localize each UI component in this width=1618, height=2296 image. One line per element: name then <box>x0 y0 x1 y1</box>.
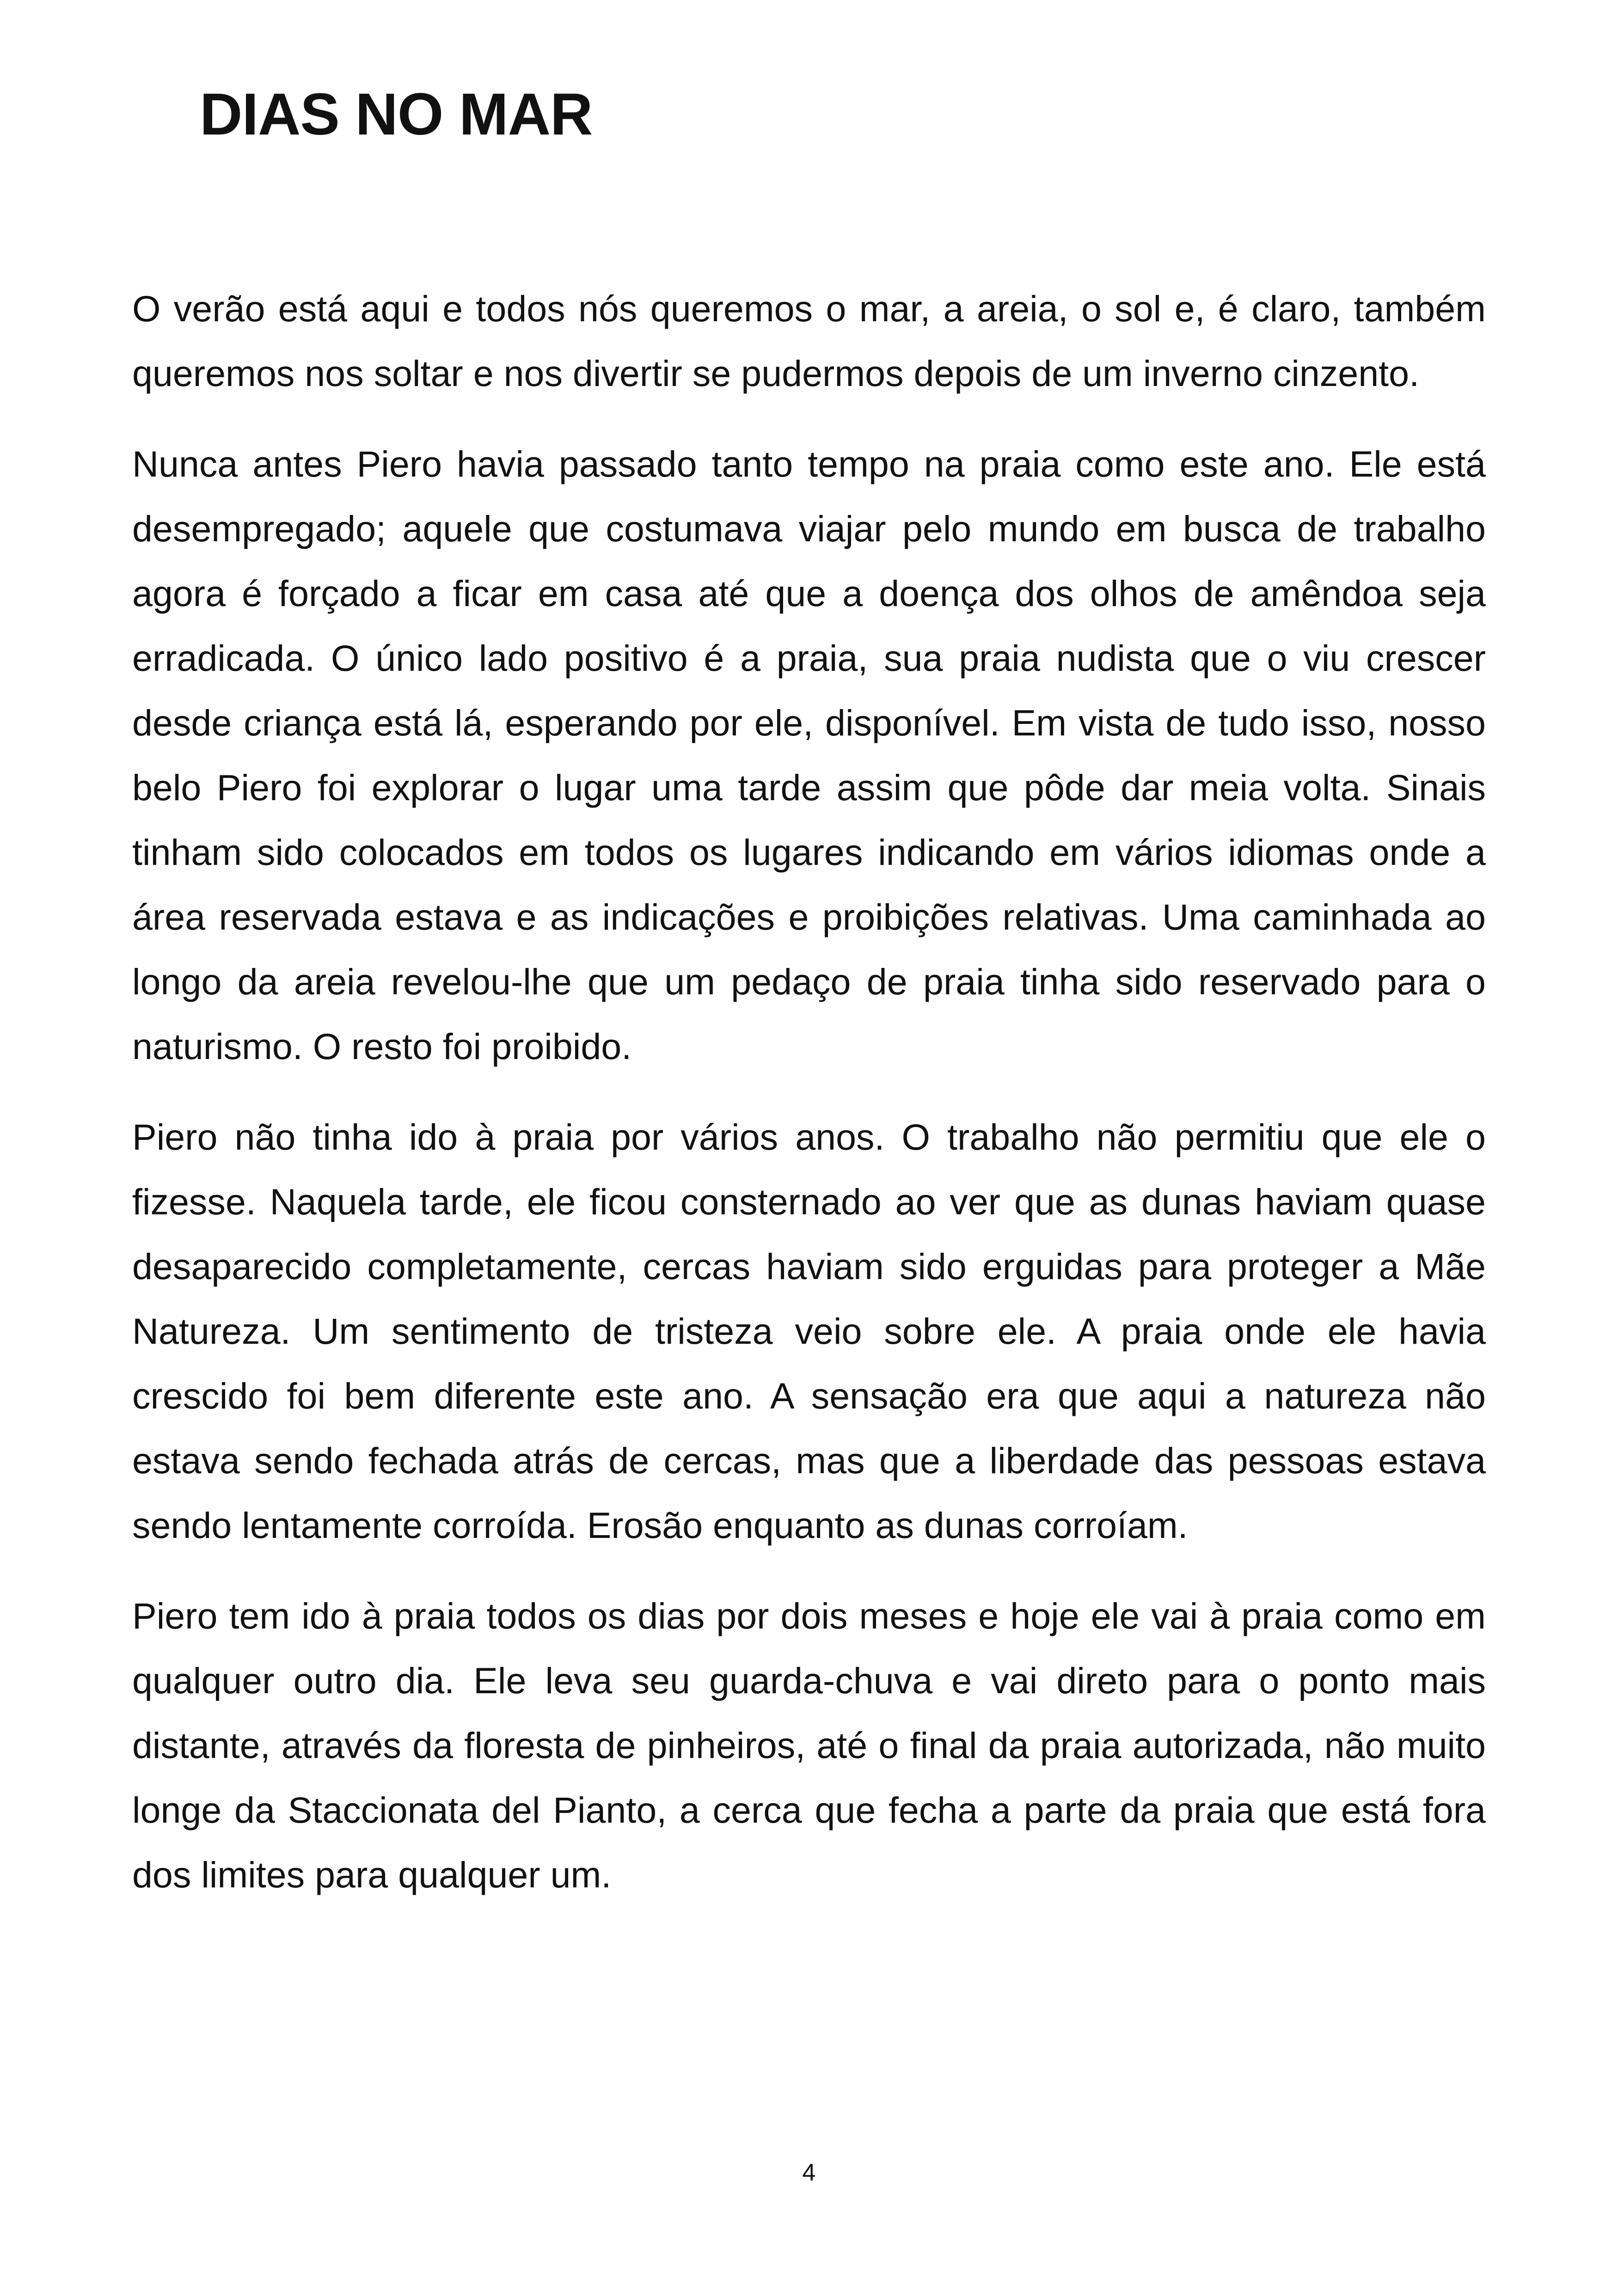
body-text <box>132 276 1486 1933</box>
paragraph: Piero não tinha ido à praia por vários anos. O trabalho não permitiu que ele o fizesse. Naquela tarde, ele ficou consternado ao ver que as dunas haviam quase desaparecido completamente, cercas haviam sido erguidas para proteger a Mãe Natureza. Um sentimento de tristeza veio sobre ele. A praia onde ele havia crescido foi bem diferente este ano. A sensação era que aqui a natureza não estava sendo fechada atrás de cercas, mas que a liberdade das pessoas estava sendo lentamente corroída. Erosão enquanto as dunas corroíam. <box>132 1116 1486 1546</box>
paragraph: Nunca antes Piero havia passado tanto tempo na praia como este ano. Ele está desempregado; aquele que costumava viajar pelo mundo em busca de trabalho agora é forçado a ficar em casa até que a doença dos olhos de amêndoa seja erradicada. O único lado positivo é a praia, sua praia nudista que o viu crescer desde criança está lá, esperando por ele, disponível. Em vista de tudo isso, nosso belo Piero foi explorar o lugar uma tarde assim que pôde dar meia volta. Sinais tinham sido colocados em todos os lugares indicando em vários idiomas onde a área reservada estava e as indicações e proibições relativas. Uma caminhada ao longo da areia revelou-lhe que um pedaço de praia tinha sido reservado para o naturismo. O resto foi proibido. <box>132 443 1486 1067</box>
page-number: 4 <box>802 2159 816 2186</box>
chapter-title: DIAS NO MAR <box>200 81 593 147</box>
paragraph: Piero tem ido à praia todos os dias por dois meses e hoje ele vai à praia como em qualquer outro dia. Ele leva seu guarda-chuva e vai direto para o ponto mais distante, através da floresta de pinheiros, até o final da praia autorizada, não muito longe da Staccionata del Pianto, a cerca que fecha a parte da praia que está fora dos limites para qualquer um. <box>132 1595 1486 1895</box>
paragraph: O verão está aqui e todos nós queremos o mar, a areia, o sol e, é claro, também queremos nos soltar e nos divertir se pudermos depois de um inverno cinzento. <box>132 288 1486 394</box>
